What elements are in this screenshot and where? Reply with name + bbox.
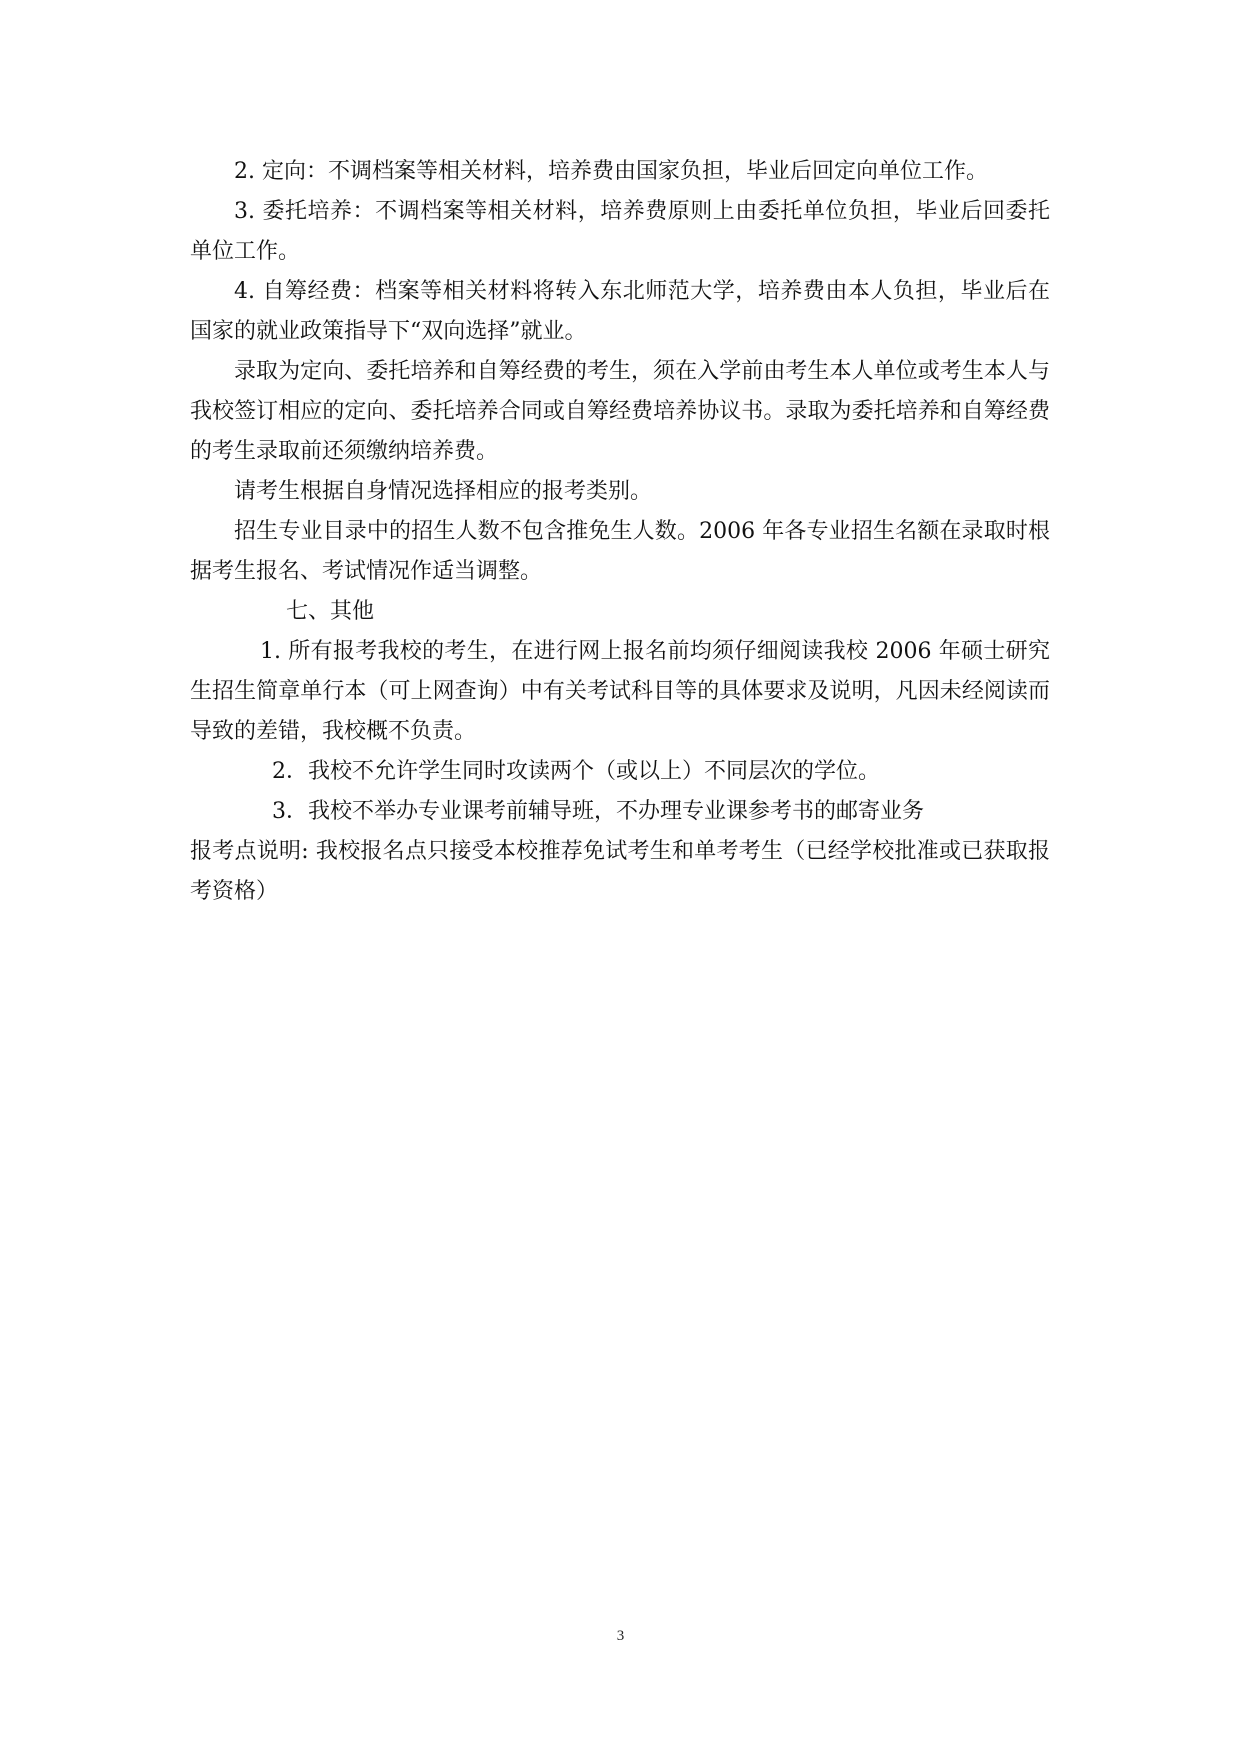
paragraph-other-3: 3．我校不举办专业课考前辅导班，不办理专业课参考书的邮寄业务 (272, 799, 924, 824)
page-number: 3 (616, 1628, 625, 1644)
paragraph-other-1: 1. 所有报考我校的考生，在进行网上报名前均须仔细阅读我校 2006 年硕士研究生招生简章单行本（可上网查询）中有关考试科目等的具体要求及说明，凡因未经阅读而导致的差错，我校概不负责。 (190, 639, 1050, 744)
paragraph-admission-note: 录取为定向、委托培养和自筹经费的考生，须在入学前由考生本人单位或考生本人与我校签订相应的定向、委托培养合同或自筹经费培养协议书。录取为委托培养和自筹经费的考生录取前还须缴纳培养费。 (190, 359, 1050, 464)
paragraph-choose-category: 请考生根据自身情况选择相应的报考类别。 (234, 479, 653, 504)
paragraph-item-4-zichou: 4. 自筹经费：档案等相关材料将转入东北师范大学，培养费由本人负担，毕业后在国家的就业政策指导下“双向选择”就业。 (190, 279, 1050, 344)
section-heading-other: 七、其他 (286, 599, 375, 624)
paragraph-exam-site-note: 报考点说明: 我校报名点只接受本校推荐免试考生和单考考生（已经学校批准或已获取报考资格） (190, 839, 1050, 904)
paragraph-quota-note: 招生专业目录中的招生人数不包含推免生人数。2006 年各专业招生名额在录取时根据考生报名、考试情况作适当调整。 (190, 519, 1050, 584)
paragraph-item-2-dingxiang: 2. 定向：不调档案等相关材料，培养费由国家负担，毕业后回定向单位工作。 (234, 159, 988, 184)
page-body (190, 152, 1050, 912)
paragraph-other-2: 2．我校不允许学生同时攻读两个（或以上）不同层次的学位。 (272, 759, 880, 784)
paragraph-item-3-weituo: 3. 委托培养：不调档案等相关材料，培养费原则上由委托单位负担，毕业后回委托单位工作。 (190, 199, 1050, 264)
